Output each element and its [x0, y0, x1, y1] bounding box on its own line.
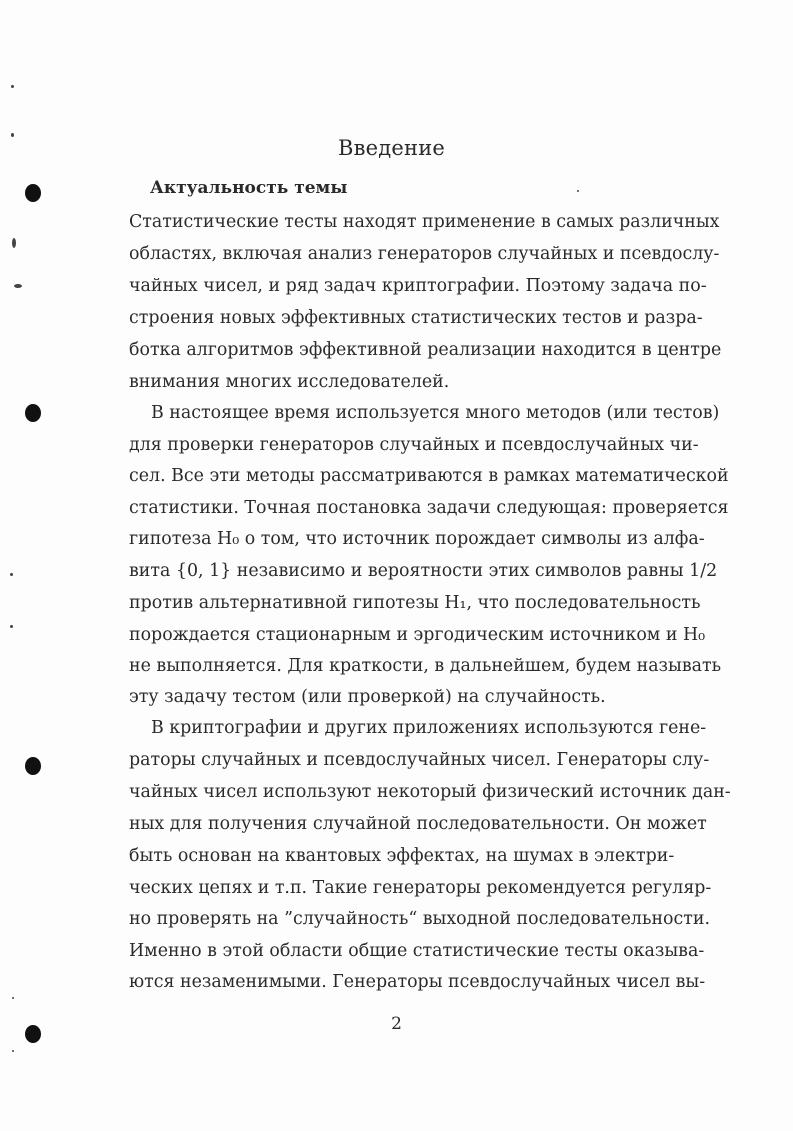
text-line: областях, включая анализ генераторов случайных и псевдослу- — [129, 244, 720, 264]
text-line: чайных чисел, и ряд задач криптографии. Поэтому задача по- — [129, 276, 707, 296]
scan-speck — [14, 284, 22, 288]
text-line: сел. Все эти методы рассматриваются в рамках математической — [129, 466, 729, 486]
text-line: строения новых эффективных статистических тестов и разра- — [129, 308, 703, 328]
scan-speck — [12, 238, 16, 248]
text-line: ческих цепях и т.п. Такие генераторы рекомендуется регуляр- — [129, 878, 712, 898]
text-line: порождается стационарным и эргодическим источником и H₀ — [129, 625, 706, 645]
text-line: не выполняется. Для краткости, в дальнейшем, будем называть — [129, 656, 722, 676]
text-line: ются незаменимыми. Генераторы псевдослучайных чисел вы- — [129, 972, 706, 992]
text-line: Статистические тесты находят применение в самых различных — [129, 212, 720, 232]
punch-hole — [25, 404, 41, 422]
text-line: В криптографии и других приложениях используются гене- — [151, 718, 707, 738]
punch-hole — [25, 184, 41, 202]
text-line: быть основан на квантовых эффектах, на шумах в электри- — [129, 846, 675, 866]
scan-speck — [10, 625, 13, 628]
text-line: внимания многих исследователей. — [129, 372, 450, 392]
page-number: 2 — [391, 1014, 402, 1034]
subsection-heading: Актуальность темы — [150, 178, 348, 198]
scan-speck — [577, 190, 579, 192]
text-line: гипотеза H₀ о том, что источник порождает символы из алфа- — [129, 529, 705, 549]
text-line: чайных чисел используют некоторый физический источник дан- — [129, 782, 731, 802]
text-line: В настоящее время используется много методов (или тестов) — [151, 403, 720, 423]
text-line: ных для получения случайной последовательности. Он может — [129, 814, 707, 834]
text-line: раторы случайных и псевдослучайных чисел. Генераторы слу- — [129, 750, 710, 770]
scan-speck — [11, 85, 14, 88]
text-line: но проверять на ”случайность“ выходной последовательности. — [129, 909, 710, 929]
section-heading: Введение — [337, 136, 446, 160]
scan-speck — [12, 1050, 14, 1052]
scan-speck — [12, 997, 14, 999]
text-line: статистики. Точная постановка задачи следующая: проверяется — [129, 498, 729, 518]
punch-hole — [25, 757, 41, 775]
text-line: вита {0, 1} независимо и вероятности этих символов равны 1/2 — [129, 561, 718, 581]
text-line: против альтернативной гипотезы H₁, что последовательность — [129, 593, 701, 613]
text-line: Именно в этой области общие статистические тесты оказыва- — [129, 941, 705, 961]
scan-speck — [10, 573, 13, 576]
text-line: ботка алгоритмов эффективной реализации находится в центре — [129, 340, 722, 360]
text-line: эту задачу тестом (или проверкой) на случайность. — [129, 687, 606, 707]
text-line: для проверки генераторов случайных и псевдослучайных чи- — [129, 435, 699, 455]
